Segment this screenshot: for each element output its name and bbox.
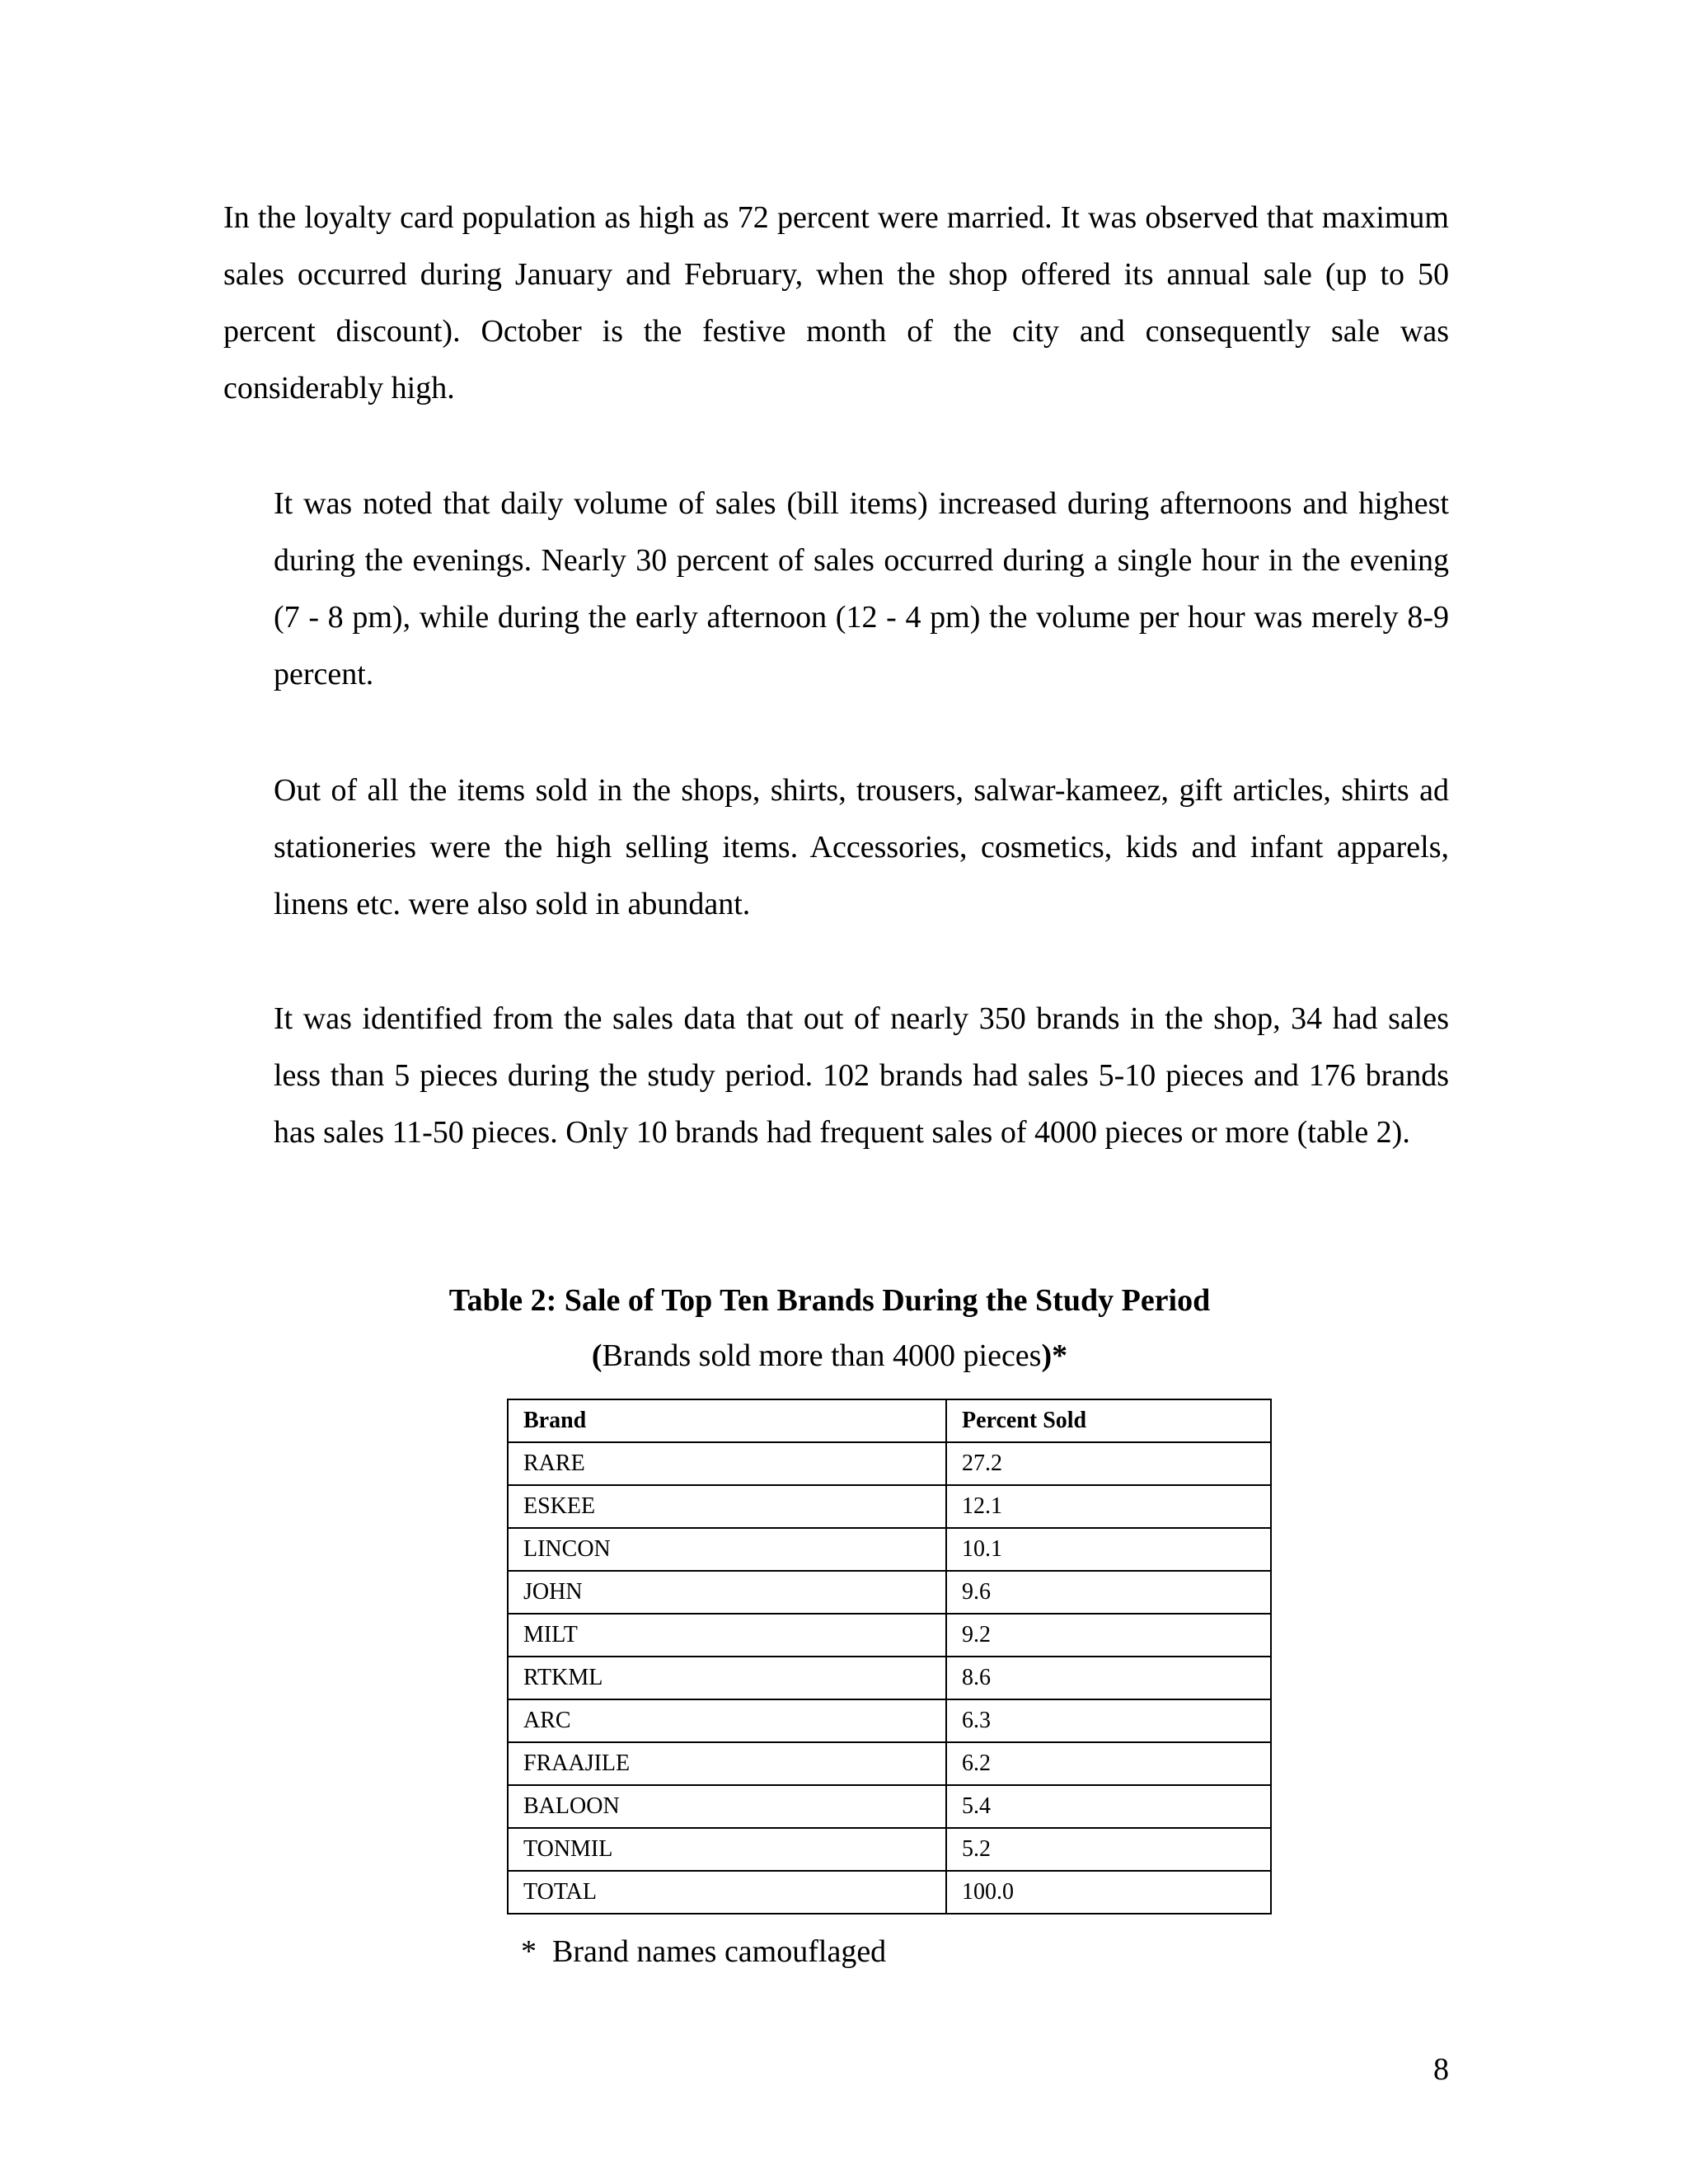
brand-cell: BALOON <box>508 1785 946 1828</box>
table-row <box>508 1785 1271 1828</box>
percent-cell: 12.1 <box>946 1485 1271 1528</box>
brand-cell: RARE <box>508 1442 946 1485</box>
table-row <box>508 1742 1271 1785</box>
percent-cell: 6.2 <box>946 1742 1271 1785</box>
table-row <box>508 1571 1271 1614</box>
brand-cell: JOHN <box>508 1571 946 1614</box>
brand-cell: LINCON <box>508 1528 946 1571</box>
paragraph-high-selling-items: Out of all the items sold in the shops, shirts, trousers, salwar-kameez, gift articles, shirts ad stationeries were the high selling items. Accessories, cosmetics, kids and infant apparels, linens etc. were also sold in abundant. <box>274 773 1449 921</box>
brand-cell: ARC <box>508 1699 946 1742</box>
brand-cell: FRAAJILE <box>508 1742 946 1785</box>
table-header-row <box>508 1399 1271 1442</box>
paragraph-daily-sales-volume: It was noted that daily volume of sales (bill items) increased during afternoons and highest during the evenings. Nearly 30 percent of sales occurred during a single hour in the evening (7 - 8 pm), while during the early afternoon (12 - 4 pm) the volume per hour was merely 8-9 percent. <box>274 486 1449 691</box>
table-row <box>508 1828 1271 1871</box>
percent-cell: 10.1 <box>946 1528 1271 1571</box>
table-row <box>508 1485 1271 1528</box>
table-row <box>508 1699 1271 1742</box>
percent-cell: 27.2 <box>946 1442 1271 1485</box>
brand-cell: RTKML <box>508 1657 946 1699</box>
percent-cell: 6.3 <box>946 1699 1271 1742</box>
brand-sales-table <box>507 1399 1272 1915</box>
table-title: Table 2: Sale of Top Ten Brands During the Study Period <box>448 1283 1211 1318</box>
subtitle-open-paren: ( <box>591 1338 603 1373</box>
table-total-row <box>508 1871 1271 1914</box>
percent-cell: 5.2 <box>946 1828 1271 1871</box>
table-row <box>508 1528 1271 1571</box>
brand-cell: ESKEE <box>508 1485 946 1528</box>
percent-cell: 8.6 <box>946 1657 1271 1699</box>
header-brand: Brand <box>508 1399 946 1442</box>
table-subtitle <box>0 1337 1659 1375</box>
table-footnote: * Brand names camouflaged <box>521 1934 887 1969</box>
table-row <box>508 1442 1271 1485</box>
percent-cell: 9.2 <box>946 1614 1271 1657</box>
page-number: 8 <box>1433 2052 1449 2087</box>
table-row <box>508 1614 1271 1657</box>
table-row <box>508 1657 1271 1699</box>
percent-cell: 5.4 <box>946 1785 1271 1828</box>
paragraph-marital-and-seasonal-sales: In the loyalty card population as high as 72 percent were married. It was observed that maximum sales occurred during January and February, when the shop offered its annual sale (up to 50 percent discount). October is the festive month of the city and consequently sale was considerably high. <box>223 200 1449 405</box>
paragraph-brand-sales-distribution: It was identified from the sales data that out of nearly 350 brands in the shop, 34 had sales less than 5 pieces during the study period. 102 brands had sales 5-10 pieces and 176 brands has sales 11-50 pieces. Only 10 brands had frequent sales of 4000 pieces or more (table 2). <box>274 1001 1449 1150</box>
header-percent-sold: Percent Sold <box>946 1399 1271 1442</box>
brand-cell: TONMIL <box>508 1828 946 1871</box>
total-value-cell: 100.0 <box>946 1871 1271 1914</box>
subtitle-text: Brands sold more than 4000 pieces <box>602 1338 1042 1373</box>
percent-cell: 9.6 <box>946 1571 1271 1614</box>
brand-cell: MILT <box>508 1614 946 1657</box>
total-label-cell: TOTAL <box>508 1871 946 1914</box>
subtitle-close-asterisk: )* <box>1041 1338 1068 1373</box>
